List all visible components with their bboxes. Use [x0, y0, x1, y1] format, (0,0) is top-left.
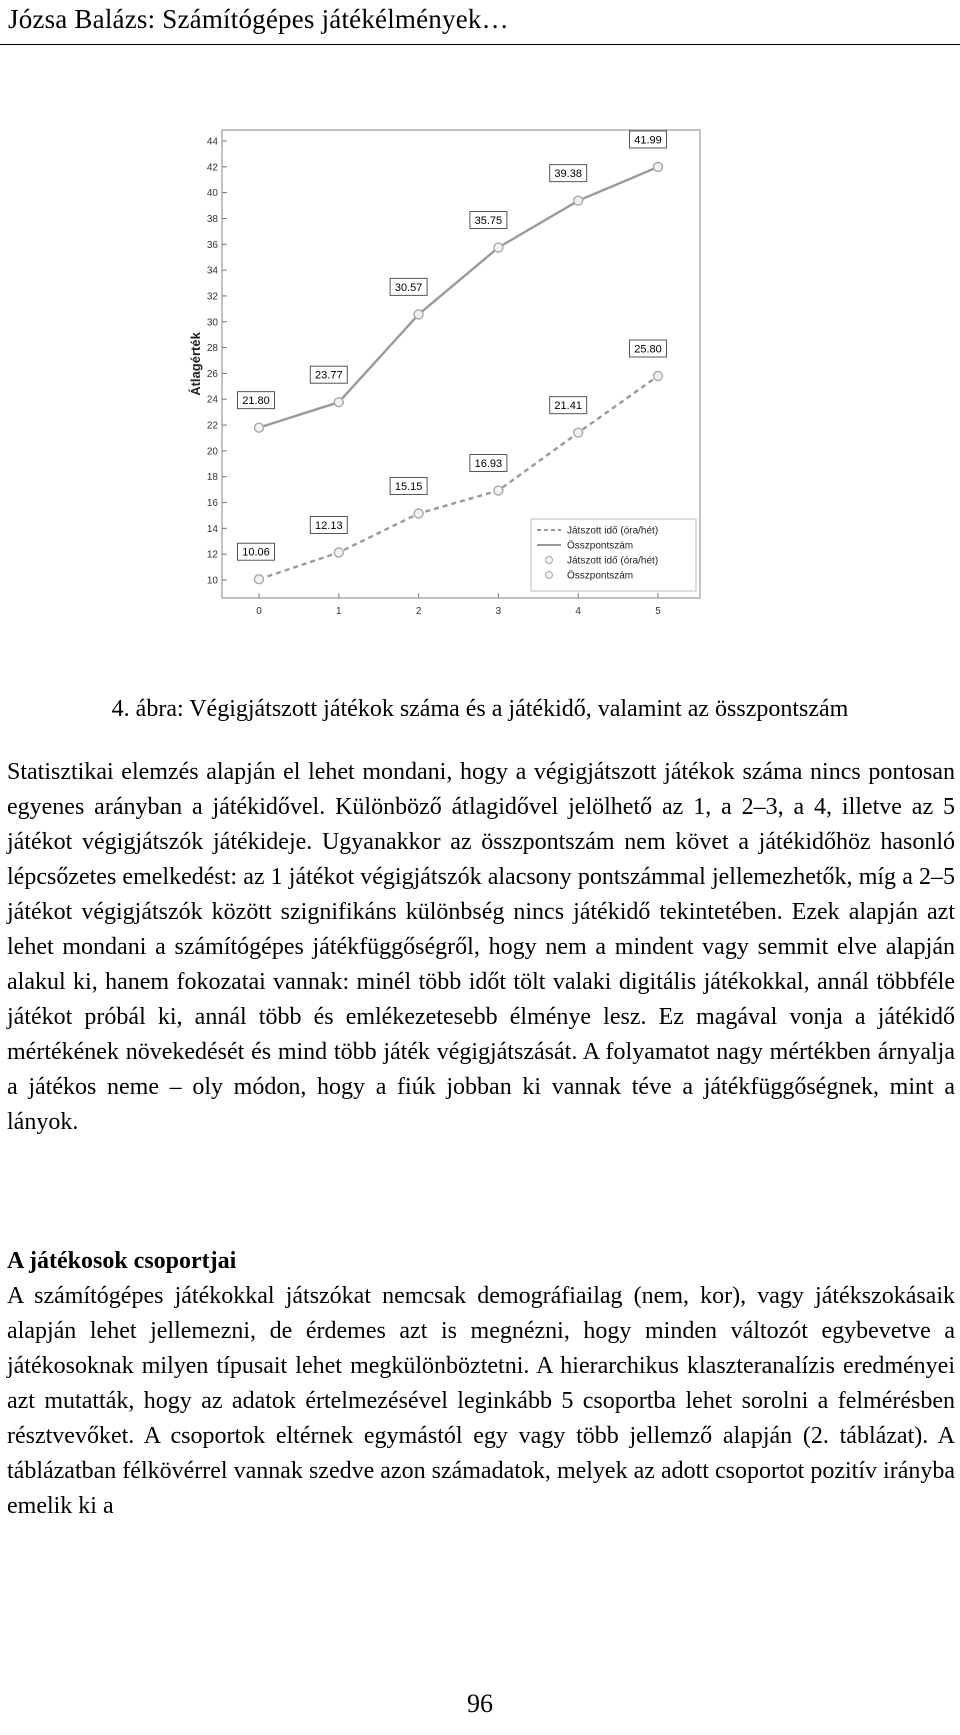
- data-point: [414, 310, 423, 319]
- x-tick-label: 4: [575, 606, 581, 617]
- y-tick-label: 12: [206, 549, 218, 561]
- y-tick-label: 10: [206, 575, 218, 587]
- chart-svg: [186, 128, 786, 688]
- page-number: 96: [467, 1689, 493, 1718]
- paragraph-text: Statisztikai elemzés alapján el lehet mondani, hogy a végigjátszott játékok száma nincs pontosan egyenes arányban a játékidővel. Különböző átlagidővel jelölhető az 1, a 2–3, a 4, illetve az 5 játékot végigjátszók játékideje. Ugyanakkor az összpontszám nem követ a játékidőhöz hasonló lépcsőzetes emelkedést: az 1 játékot végigjátszók alacsony pontszámmal jellemezhetők, míg a 2–5 játékot végigjátszók között szignifikáns különbség nincs játékidő tekintetében. Ezek alapján azt lehet mondani a számítógépes játékfüggőségről, hogy nem a mindent vagy semmit elve alapján alakul ki, hanem fokozatai vannak: minél több időt tölt valaki digitális játékokkal, annál többféle játékot próbál ki, annál több és emlékezetesebb élménye lesz. Ez magával vonja a játékidő mértékének növekedését és mind több játék végigjátszását. A folyamatot nagy mértékben árnyalja a játékos neme – oly módon, hogy a fiúk jobban ki vannak téve a játékfüggőségnek, mint a lányok.: [7, 759, 955, 1135]
- data-label: 15.15: [394, 481, 423, 494]
- x-tick-label: 3: [495, 606, 502, 617]
- y-tick-label: 22: [206, 420, 218, 432]
- data-label: 10.06: [242, 546, 270, 559]
- data-label: 35.75: [474, 215, 503, 228]
- data-label: 39.38: [554, 168, 582, 181]
- data-label: 30.57: [394, 281, 423, 294]
- x-tick-label: 0: [256, 606, 262, 617]
- running-head: Józsa Balázs: Számítógépes játékélmények…: [8, 4, 509, 34]
- figure-line-chart: [186, 128, 786, 688]
- data-point: [574, 196, 583, 205]
- data-point: [494, 243, 503, 252]
- x-tick-label: 5: [655, 606, 661, 617]
- legend-entry: Játszott idő (óra/hét): [567, 555, 659, 567]
- data-point: [494, 486, 503, 495]
- x-tick-label: 2: [415, 606, 422, 617]
- body-paragraph-2: [7, 1279, 955, 1524]
- data-point: [574, 428, 583, 437]
- y-tick-label: 40: [206, 188, 218, 200]
- data-point: [414, 509, 423, 518]
- y-tick-label: 16: [206, 498, 218, 510]
- y-tick-label: 24: [206, 394, 218, 406]
- legend-entry: Összpontszám: [567, 540, 634, 552]
- data-point: [334, 548, 343, 557]
- data-label: 41.99: [634, 134, 662, 147]
- data-point: [255, 575, 264, 584]
- y-tick-label: 42: [206, 162, 218, 174]
- data-label: 12.13: [315, 519, 343, 532]
- legend-swatch-marker: [546, 572, 553, 579]
- y-tick-label: 26: [206, 368, 218, 380]
- y-tick-label: 44: [206, 136, 218, 148]
- body-paragraph-1: [7, 755, 955, 1140]
- legend-swatch-marker: [546, 557, 553, 564]
- y-tick-label: 38: [206, 213, 218, 225]
- y-tick-label: 14: [206, 523, 218, 535]
- y-tick-label: 18: [206, 472, 218, 484]
- header-rule: [0, 44, 960, 45]
- data-point: [255, 423, 264, 432]
- data-point: [334, 398, 343, 407]
- y-tick-label: 34: [206, 265, 218, 277]
- legend-entry: Játszott idő (óra/hét): [567, 525, 659, 537]
- paragraph-text: A számítógépes játékokkal játszókat nemcsak demográfiailag (nem, kor), vagy játékszokásaik alapján lehet jellemezni, de érdemes azt is megnézni, hogy minden változót egybevetve a játékosoknak milyen típusait lehet megkülönböztetni. A hierarchikus klaszteranalízis eredményei azt mutatták, hogy az adatok értelmezésével leginkább 5 csoportba lehet sorolni a felmérésben résztvevőket. A csoportok eltérnek egymástól egy vagy több jellemző alapján (2. táblázat). A táblázatban félkövérrel vannak szedve azon számadatok, melyek az adott csoportot pozitív irányba emelik ki a: [7, 1283, 955, 1519]
- data-point: [654, 162, 663, 171]
- data-label: 21.41: [554, 400, 582, 413]
- data-point: [654, 371, 663, 380]
- y-axis-label: Átlagérték: [188, 332, 203, 396]
- data-label: 21.80: [242, 395, 270, 408]
- section-heading: A játékosok csoportjai: [7, 1248, 237, 1274]
- data-label: 25.80: [634, 343, 662, 356]
- figure-caption: 4. ábra: Végigjátszott játékok száma és a játékidő, valamint az összpontszám: [111, 696, 849, 722]
- x-tick-label: 1: [336, 606, 342, 617]
- y-tick-label: 36: [206, 239, 218, 251]
- data-label: 16.93: [474, 458, 503, 471]
- y-tick-label: 28: [206, 343, 218, 355]
- data-label: 23.77: [315, 369, 343, 382]
- y-tick-label: 30: [206, 317, 218, 329]
- y-tick-label: 32: [206, 291, 218, 303]
- legend-entry: Összpontszám: [567, 570, 634, 582]
- y-tick-label: 20: [206, 446, 218, 458]
